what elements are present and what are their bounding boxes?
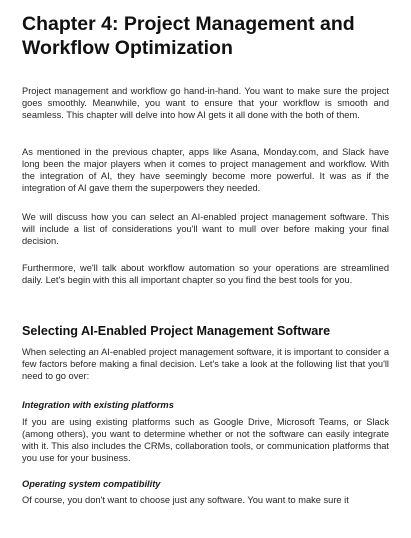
section-intro: When selecting an AI-enabled project management software, it is important to consider a few factors before making a final decision. Let's take a look at the following list that you'll need to go over: [22, 347, 389, 382]
intro-paragraph: As mentioned in the previous chapter, apps like Asana, Monday.com, and Slack have long been the major players when it comes to project management and workflow. With the integration of AI, they have seemingly become more powerful. It was as if the integration of AI gave them the superpowers they needed. [22, 147, 389, 194]
item-heading: Operating system compatibility [22, 479, 161, 489]
intro-paragraph: We will discuss how you can select an AI-enabled project management software. This will include a list of considerations you'll want to mull over before making your final decision. [22, 212, 389, 247]
chapter-title: Chapter 4: Project Management and Workflow Optimization [22, 13, 355, 59]
item-body: If you are using existing platforms such as Google Drive, Microsoft Teams, or Slack (among others), you want to determine whether or not the software can easily integrate with it. This also includes the CRMs, collaboration tools, or communication platforms that you use for your business. [22, 417, 389, 464]
item-body: Of course, you don't want to choose just any software. You want to make sure it [22, 495, 349, 505]
item-heading: Integration with existing platforms [22, 400, 174, 410]
intro-paragraph: Project management and workflow go hand-in-hand. You want to make sure the project goes smoothly. Meanwhile, you want to ensure that your workflow is smooth and seamless. This chapter will delve into how AI gets it all done with the both of them. [22, 86, 389, 121]
intro-paragraph: Furthermore, we'll talk about workflow automation so your operations are streamlined daily. Let's begin with this all important chapter so you find the best tools for you. [22, 263, 389, 286]
section-heading: Selecting AI-Enabled Project Management Software [22, 324, 331, 338]
